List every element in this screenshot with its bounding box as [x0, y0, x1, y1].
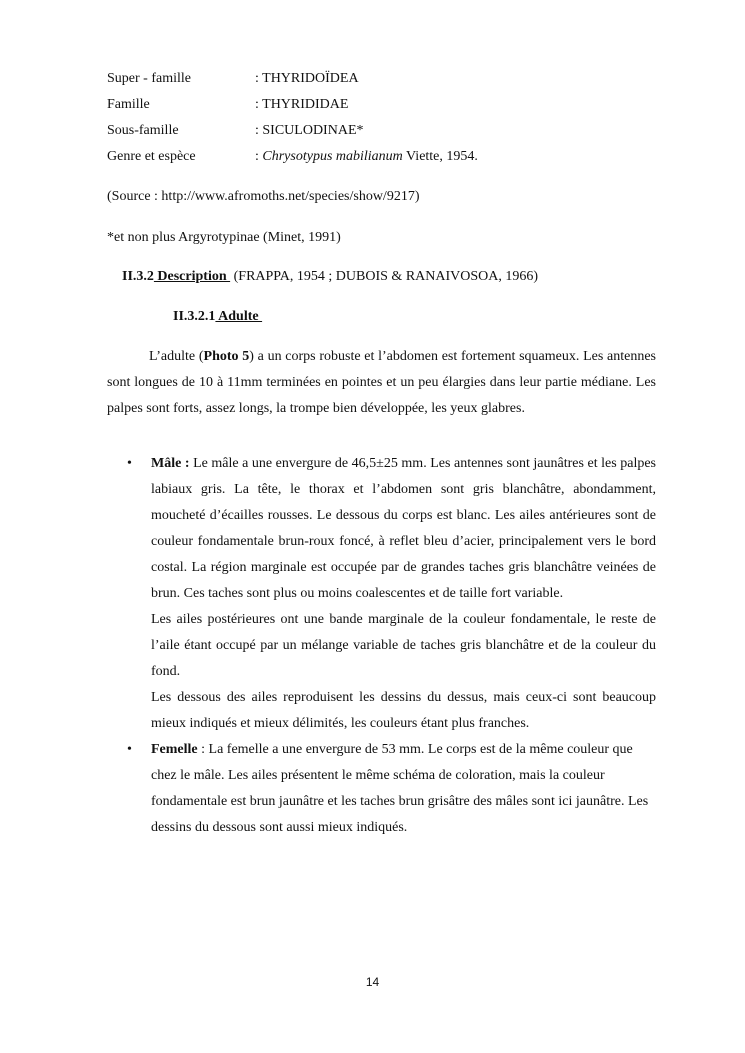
intro-paragraph — [107, 344, 656, 422]
male-underside-paragraph: Les dessous des ailes reproduisent les dessins du dessus, mais ceux-ci sont beaucoup mieux indiqués et mieux délimités, les couleurs étant plus franches. — [151, 690, 656, 731]
taxonomy-value: : THYRIDOÏDEA — [255, 71, 359, 86]
taxonomy-value: : SICULODINAE* — [255, 123, 364, 138]
taxonomy-label: Super - famille — [107, 71, 191, 86]
section-heading — [122, 269, 538, 285]
taxonomy-row — [107, 70, 478, 96]
list-item-female — [127, 737, 656, 841]
bullet-icon: • — [127, 742, 132, 757]
section-title: Description — [153, 269, 231, 284]
female-label: Femelle — [151, 742, 198, 757]
female-paragraph — [151, 737, 656, 841]
taxonomy-row — [107, 96, 478, 122]
note-line: *et non plus Argyrotypinae (Minet, 1991) — [107, 230, 341, 245]
photo-reference: Photo 5 — [203, 349, 250, 364]
subsection-number: II.3.2.1 — [173, 309, 216, 324]
taxonomy-label: Famille — [107, 97, 150, 112]
list-item-male — [127, 451, 656, 737]
section-refs: (FRAPPA, 1954 ; DUBOIS & RANAIVOSOA, 1966) — [230, 269, 539, 284]
subsection-title: Adulte — [215, 309, 263, 324]
source-line: (Source : http://www.afromoths.net/species/show/9217) — [107, 189, 420, 204]
bullet-icon: • — [127, 456, 132, 471]
taxonomy-label: Genre et espèce — [107, 149, 196, 164]
male-paragraph — [151, 451, 656, 607]
subsection-heading — [173, 309, 262, 325]
taxonomy-row — [107, 148, 478, 174]
section-number: II.3.2 — [122, 269, 154, 284]
male-label: Mâle : — [151, 456, 190, 471]
female-text: : La femelle a une envergure de 53 mm. Le corps est de la même couleur que chez le mâle. Les ailes présentent le même schéma de coloration, mais la couleur fondamentale est brun jaunâtre et les taches brun grisâtre des mâles sont ici jaunâtre. Les dessins du dessous sont aussi mieux indiqués. — [151, 742, 649, 835]
taxonomy-value: : THYRIDIDAE — [255, 97, 349, 112]
species-name: Chrysotypus mabilianum — [262, 149, 403, 164]
description-list — [127, 451, 656, 841]
page-number: 14 — [365, 975, 380, 989]
taxonomy-label: Sous-famille — [107, 123, 179, 138]
taxonomy-value-suffix: Viette, 1954. — [402, 149, 478, 164]
intro-text-before: L’adulte ( — [149, 349, 204, 364]
taxonomy-value-prefix: : — [255, 149, 263, 164]
taxonomy-table — [107, 70, 478, 174]
taxonomy-row — [107, 122, 478, 148]
male-text: Le mâle a une envergure de 46,5±25 mm. Les antennes sont jaunâtres et les palpes labiaux gris. La tête, le thorax et l’abdomen sont gris blanchâtre, abondamment, moucheté d’écailles rousses. Le dessous du corps est blanc. Les ailes antérieures sont de couleur fondamentale brun-roux foncé, à reflet bleu d’acier, principalement vers le bord costal. La région marginale est occupée par de grandes taches gris blanchâtre veinées de brun. Ces taches sont plus ou moins coalescentes et de taille fort variable. — [151, 456, 656, 601]
male-hindwing-paragraph: Les ailes postérieures ont une bande marginale de la couleur fondamentale, le reste de l’aile étant occupé par un mélange variable de taches gris blanchâtre et de la couleur du fond. — [151, 612, 656, 679]
intro-text-after: ) a un corps robuste et l’abdomen est fortement squameux. Les antennes sont longues de 10 à 11mm terminées en pointes et un peu élargies dans leur partie médiane. Les palpes sont forts, assez longs, la trompe bien développée, les yeux glabres. — [107, 349, 657, 416]
